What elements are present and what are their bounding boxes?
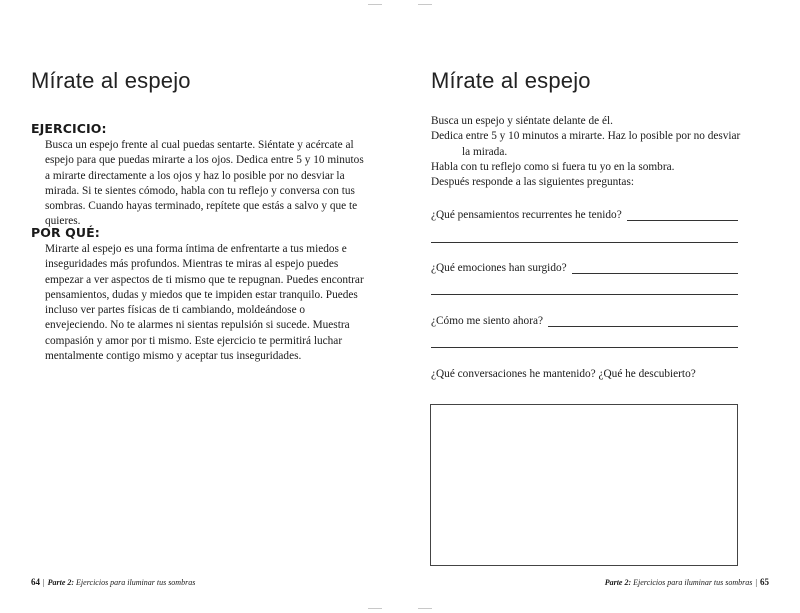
answer-line[interactable] (431, 294, 738, 295)
question-thoughts (431, 209, 738, 221)
question-feeling (431, 315, 738, 327)
page-title: Mírate al espejo (431, 68, 591, 93)
footer-part: Parte 2: (47, 578, 75, 587)
instructions (431, 114, 771, 190)
question-label: ¿Qué pensamientos recurrentes he tenido? (431, 209, 622, 221)
page-number: 64 (31, 577, 40, 587)
why-text: Mirarte al espejo es una forma íntima de enfrentarte a tus miedos e inseguridades más profundos. Mientras te miras al espejo puedes empezar a ver aspectos de ti mismo que te repugnan. Puedes encontrar pensamientos, dudas y miedos que te impiden estar tranquilo. Puedes incluso ver partes físicas de ti cambiando, moldeándose o envejeciendo. No te alarmes ni sientas repulsión si sucede. Muestra compasión y amor por ti mismo. Este ejercicio te permitirá luchar mentalmente contigo mismo y aceptar tus inseguridades. (45, 243, 364, 363)
why-heading: POR QUÉ: (31, 225, 100, 240)
answer-line[interactable] (548, 316, 738, 327)
footer-part-title: Ejercicios para iluminar tus sombras (76, 578, 196, 587)
question-conversations (431, 368, 738, 380)
answer-line[interactable] (627, 210, 738, 221)
instruction-line: la mirada. (462, 145, 508, 158)
instruction-line: Habla con tu reflejo como si fuera tu yo en la sombra. (431, 160, 675, 173)
instruction-line: Dedica entre 5 y 10 minutos a mirarte. Haz lo posible por no desviar (431, 130, 741, 143)
page-footer-right (605, 577, 769, 587)
page-title: Mírate al espejo (31, 68, 191, 93)
right-page (400, 0, 800, 613)
answer-line[interactable] (431, 347, 738, 348)
footer-part: Parte 2: (604, 578, 632, 587)
question-label: ¿Cómo me siento ahora? (431, 315, 543, 327)
page-number: 65 (760, 577, 769, 587)
question-emotions (431, 262, 738, 274)
exercise-text: Busca un espejo frente al cual puedas sentarte. Siéntate y acércate al espejo para que puedas mirarte a los ojos. Dedica entre 5 y 10 minutos a mirarte directamente a los ojos y haz lo posible por no desviar la mirada. Si te sientes cómodo, habla con tu reflejo y conversa con tus sombras. Cuando hayas terminado, repítete que estás a salvo y que te quieres. (45, 139, 364, 228)
answer-line[interactable] (572, 263, 738, 274)
page-footer-left (31, 577, 195, 587)
instruction-line: Busca un espejo y siéntate delante de él. (431, 115, 613, 127)
question-label: ¿Qué emociones han surgido? (431, 262, 567, 274)
instruction-line: Después responde a las siguientes preguntas: (431, 176, 634, 189)
footer-separator: | (755, 578, 757, 587)
footer-separator: | (43, 578, 45, 587)
question-label: ¿Qué conversaciones he mantenido? ¿Qué he descubierto? (431, 368, 696, 380)
answer-box[interactable] (430, 404, 738, 566)
footer-part-title: Ejercicios para iluminar tus sombras (633, 578, 753, 587)
exercise-heading: EJERCICIO: (31, 121, 107, 136)
answer-line[interactable] (431, 242, 738, 243)
